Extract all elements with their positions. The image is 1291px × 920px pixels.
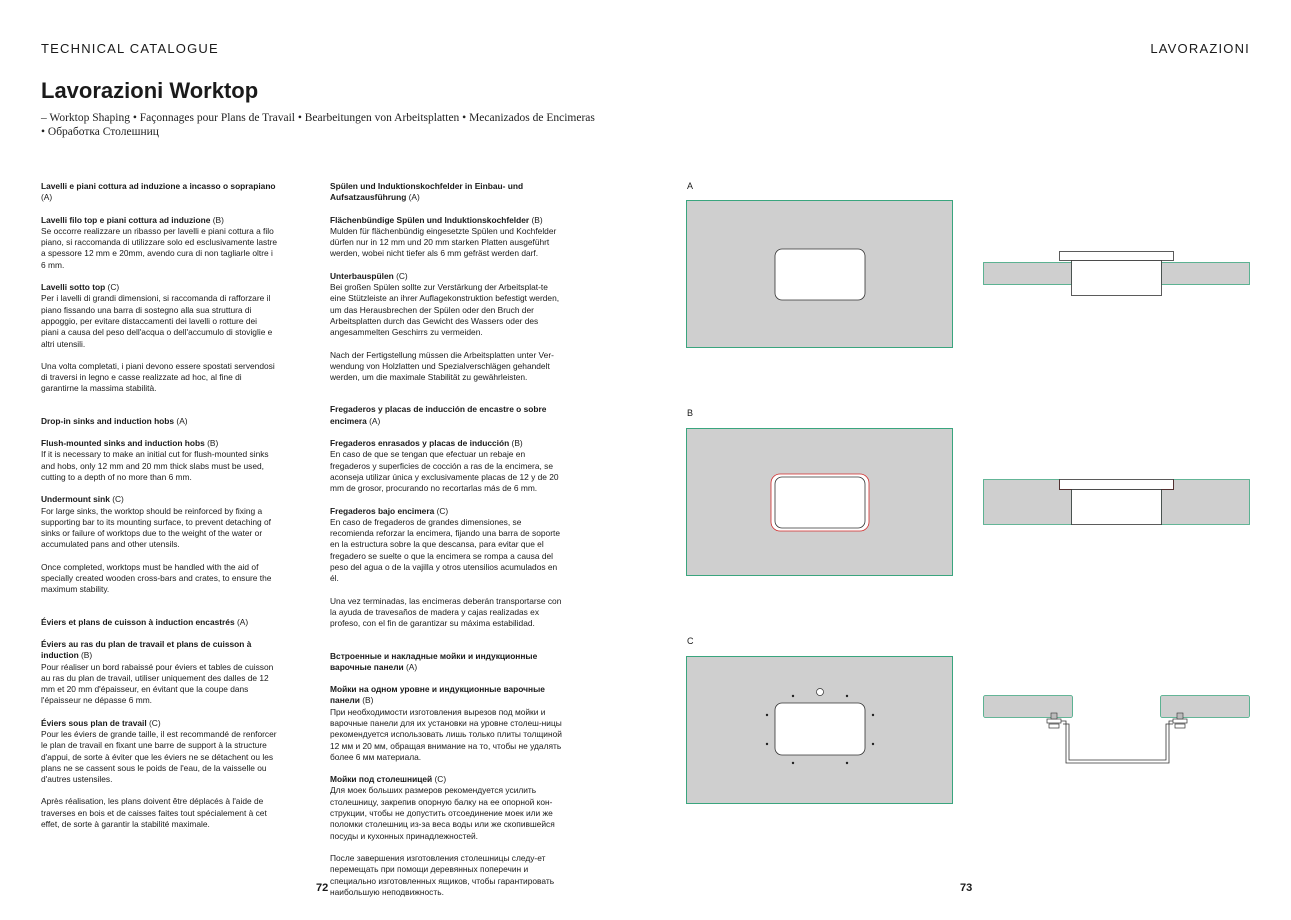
section-tag: (C) [146, 717, 161, 728]
section-heading: Встроенные и накладные мойки и индукционные варочные панели [330, 650, 538, 672]
figure-label-a: A [687, 181, 694, 191]
paragraph-gap [41, 395, 277, 416]
paragraph-gap [41, 427, 277, 438]
section-tag: (A) [234, 616, 249, 627]
section-body: En caso de fregaderos de grandes dimensiones, se recomienda reforzar la encimera, fijando una barra de soporte en la estructura sobre la que descansa, para evitar que el fregadero se suelte o que la encimera se rompa a causa del peso del agua o de la vajilla y otros utensilios acumulados en él. [330, 516, 560, 584]
section-tag: (B) [210, 214, 224, 225]
paragraph-gap [41, 596, 277, 617]
section-tag: (A) [403, 661, 418, 672]
section-body: После завершения изготовления столешницы следу-ет перемещать при помощи деревянных поперечин и специально изготовленных ящиков, чтобы гарантировать наибольшую неподвижность. [330, 852, 555, 897]
text-column-left [41, 181, 277, 830]
section-body: Mulden für flächenbündig eingesetzte Spülen und Kochfelder dürfen nur in 12 mm und 20 mm starken Platten ausgeführt werden, wobei nicht tiefer als 6 mm gefräst werden darf. [330, 225, 557, 259]
figure-c-plan-view [686, 656, 954, 804]
paragraph-gap [41, 551, 277, 562]
section-tag: (C) [105, 282, 120, 293]
paragraph-gap [41, 483, 277, 494]
section-body: En caso de que se tengan que efectuar un rebaje en fregaderos y superficies de cocción a ras de la encimera, se aconseja utilizar única y exclusivamente placas de 12 y de 20 mm de grosor, procurando no recortarlas más de 6 mm. [330, 449, 559, 494]
running-header-right: LAVORAZIONI [1150, 41, 1250, 56]
text-section [41, 215, 277, 271]
text-section [330, 853, 566, 898]
paragraph-gap [330, 204, 566, 215]
section-heading: Lavelli sotto top [41, 282, 106, 293]
section-tag: (C) [432, 774, 447, 785]
section-body: Per i lavelli di grandi dimensioni, si raccomanda di rafforzare il piano fissando una barra di sostegno alla sua struttura di appoggio, per evitare distaccamenti dei lavelli o rotture dei piani a causa del peso dell'acqua o dell'accumulo di stoviglie e altri utensili. [41, 293, 273, 349]
section-tag: (A) [366, 415, 381, 426]
section-tag: (B) [359, 695, 374, 706]
text-column-middle [330, 181, 566, 898]
text-section [330, 181, 566, 204]
paragraph-gap [330, 630, 566, 651]
paragraph-gap [41, 628, 277, 639]
paragraph-gap [330, 339, 566, 350]
section-body: Après réalisation, les plans doivent être déplacés à l'aide de traverses en bois et de caisses faites tout spécialement à cet effet, de sorte à garantir la stabilité maximale. [41, 796, 267, 830]
figure-b-section-view [983, 477, 1251, 527]
text-section [41, 416, 277, 427]
page-number-right: 73 [960, 882, 973, 894]
text-section [41, 796, 277, 830]
section-tag: (A) [174, 415, 188, 426]
text-section [330, 350, 566, 384]
section-heading: Lavelli e piani cottura ad induzione a incasso o soprapiano [41, 181, 276, 191]
figure-a-plan-view [686, 200, 954, 348]
paragraph-gap [330, 763, 566, 774]
text-section [330, 774, 566, 842]
paragraph-gap [330, 383, 566, 404]
section-body: Once completed, worktops must be handled with the aid of specially created wooden cross-bars and crates, to ensure the maximum stability. [41, 561, 272, 595]
text-section [41, 282, 277, 350]
running-header-left: TECHNICAL CATALOGUE [41, 41, 219, 56]
text-section [330, 438, 566, 494]
section-heading: Мойки на одном уровне и индукционные варочные панели [330, 684, 545, 706]
figure-label-b: B [687, 408, 694, 418]
section-tag: (B) [204, 438, 219, 449]
paragraph-gap [41, 707, 277, 718]
section-body: Una vez terminadas, las encimeras deberán transportarse con la ayuda de travesaños de madera y cajas realizadas ex profeso, con el fin de garantizar su máxima estabilidad. [330, 595, 562, 629]
section-body: Pour les éviers de grande taille, il est recommandé de renforcer le plan de travail en fixant une barre de support à la structure d'appui, de sorte à éviter que les éviers ne se détachent ou les plans ne se cassent sous le poids de l'eau, de la vaisselle ou d'autres ustensiles. [41, 728, 277, 785]
section-body: Для моек больших размеров рекомендуется усилить столешницу, закрепив опорную балку на ее опорной кон-струкции, чтобы не допустить отсоединение моек или же поломки столешниц из-за веса воды или же скопившейся посуды и кухонных принадлежностей. [330, 785, 555, 841]
subtitle-line-2: • Обработка Столешниц [41, 126, 159, 138]
section-heading: Мойки под столешницей [330, 774, 433, 785]
page-number-left: 72 [316, 882, 329, 894]
section-body: Pour réaliser un bord rabaissé pour éviers et tables de cuisson au ras du plan de travail, utiliser uniquement des dalles de 12 mm et 20 mm d'épaisseur, en évitant que la coupe dans l'épaisseur ne dépasse 6 mm. [41, 661, 274, 706]
section-heading: Fregaderos bajo encimera [330, 505, 435, 516]
paragraph-gap [41, 271, 277, 282]
section-heading: Éviers sous plan de travail [41, 717, 147, 728]
text-section [41, 361, 277, 395]
section-heading: Spülen und Induktionskochfelder in Einbau- und Aufsatzausführung [330, 181, 524, 203]
section-heading: Unterbauspülen [330, 270, 394, 281]
section-heading: Lavelli filo top e piani cottura ad induzione [41, 214, 211, 225]
text-section [330, 596, 566, 630]
paragraph-gap [41, 204, 277, 215]
section-tag: (B) [78, 650, 93, 661]
section-heading: Éviers et plans de cuisson à induction encastrés [41, 616, 235, 627]
section-tag: (B) [529, 214, 543, 225]
text-section [41, 639, 277, 707]
paragraph-gap [330, 260, 566, 271]
section-body: Nach der Fertigstellung müssen die Arbeitsplatten unter Ver-wendung von Holzlatten und Spezialverschlägen gehandelt werden, um die maximale Stabilität zu gewährleisten. [330, 349, 554, 383]
paragraph-gap [330, 427, 566, 438]
paragraph-gap [330, 495, 566, 506]
section-body: For large sinks, the worktop should be reinforced by fixing a supporting bar to its mounting surface, to prevent detaching of sinks or failure of worktops due to the weight of the water or accumulated pans and other utensils. [41, 505, 271, 550]
section-tag: (A) [406, 192, 420, 203]
section-heading: Undermount sink [41, 494, 110, 505]
paragraph-gap [41, 350, 277, 361]
section-heading: Flush-mounted sinks and induction hobs [41, 438, 205, 449]
section-heading: Éviers au ras du plan de travail et plans de cuisson à induction [41, 638, 252, 661]
paragraph-gap [330, 585, 566, 596]
text-section [41, 617, 277, 628]
section-heading: Fregaderos enrasados y placas de inducción [330, 438, 510, 449]
text-section [41, 562, 277, 596]
section-body: Bei großen Spülen sollte zur Verstärkung der Arbeitsplat-te eine Stützleiste an ihrer Auflagekonstruktion befestigt werden, um das Herausbrechen der Spülen oder den Bruch der Arbeitsplatten durch das Gewicht des Wassers oder des angesammelten Geschirrs zu vermeiden. [330, 282, 560, 338]
figure-a-section-view [983, 251, 1251, 297]
section-tag: (C) [393, 270, 408, 281]
paragraph-gap [330, 842, 566, 853]
text-section [330, 271, 566, 339]
text-section [330, 404, 566, 427]
page-title: Lavorazioni Worktop [41, 78, 259, 103]
text-section [330, 684, 566, 763]
paragraph-gap [41, 785, 277, 796]
text-section [330, 506, 566, 585]
section-tag: (C) [109, 494, 124, 505]
text-section [330, 651, 566, 674]
text-section [41, 718, 277, 786]
text-section [41, 181, 277, 204]
text-section [330, 215, 566, 260]
figure-label-c: C [687, 636, 694, 646]
section-body: При необходимости изготовления вырезов под мойки и варочные панели для их установки на уровне столеш-ницы рекомендуется использовать лишь только плиты толщиной 12 мм и 20 мм, обращая внимание на то, чтобы не удалять более 6 мм материала. [330, 706, 562, 762]
section-heading: Drop-in sinks and induction hobs [41, 415, 175, 426]
text-section [41, 494, 277, 550]
figure-b-plan-view [686, 428, 954, 576]
paragraph-gap [330, 673, 566, 684]
page-subtitle [41, 111, 601, 139]
section-heading: Fregaderos y placas de inducción de encastre o sobre encimera [330, 404, 547, 426]
section-tag: (A) [41, 192, 53, 203]
subtitle-line-1: – Worktop Shaping • Façonnages pour Plans de Travail • Bearbeitungen von Arbeitsplatten • Mecanizados de Encimeras [41, 112, 595, 124]
section-body: Una volta completati, i piani devono essere spostati servendosi di traversi in legno e casse realizzate ad hoc, al fine di garantirne la massima stabilità. [41, 360, 275, 394]
section-tag: (C) [434, 505, 449, 516]
section-tag: (B) [509, 438, 523, 449]
section-body: Se occorre realizzare un ribasso per lavelli e piani cottura a filo piano, si raccomanda di utilizzare solo ed esclusivamente lastre a spessore 12 mm e 20mm, avendo cura di non tagliarle oltre i 6 mm. [41, 225, 278, 270]
section-body: If it is necessary to make an initial cut for flush-mounted sinks and hobs, only 12 mm and 20 mm thick slabs must be used, cutting to a depth of no more than 6 mm. [41, 449, 269, 482]
figure-c-section-view [983, 694, 1251, 766]
text-section [41, 438, 277, 483]
section-heading: Flächenbündige Spülen und Induktionskochfelder [330, 214, 530, 225]
